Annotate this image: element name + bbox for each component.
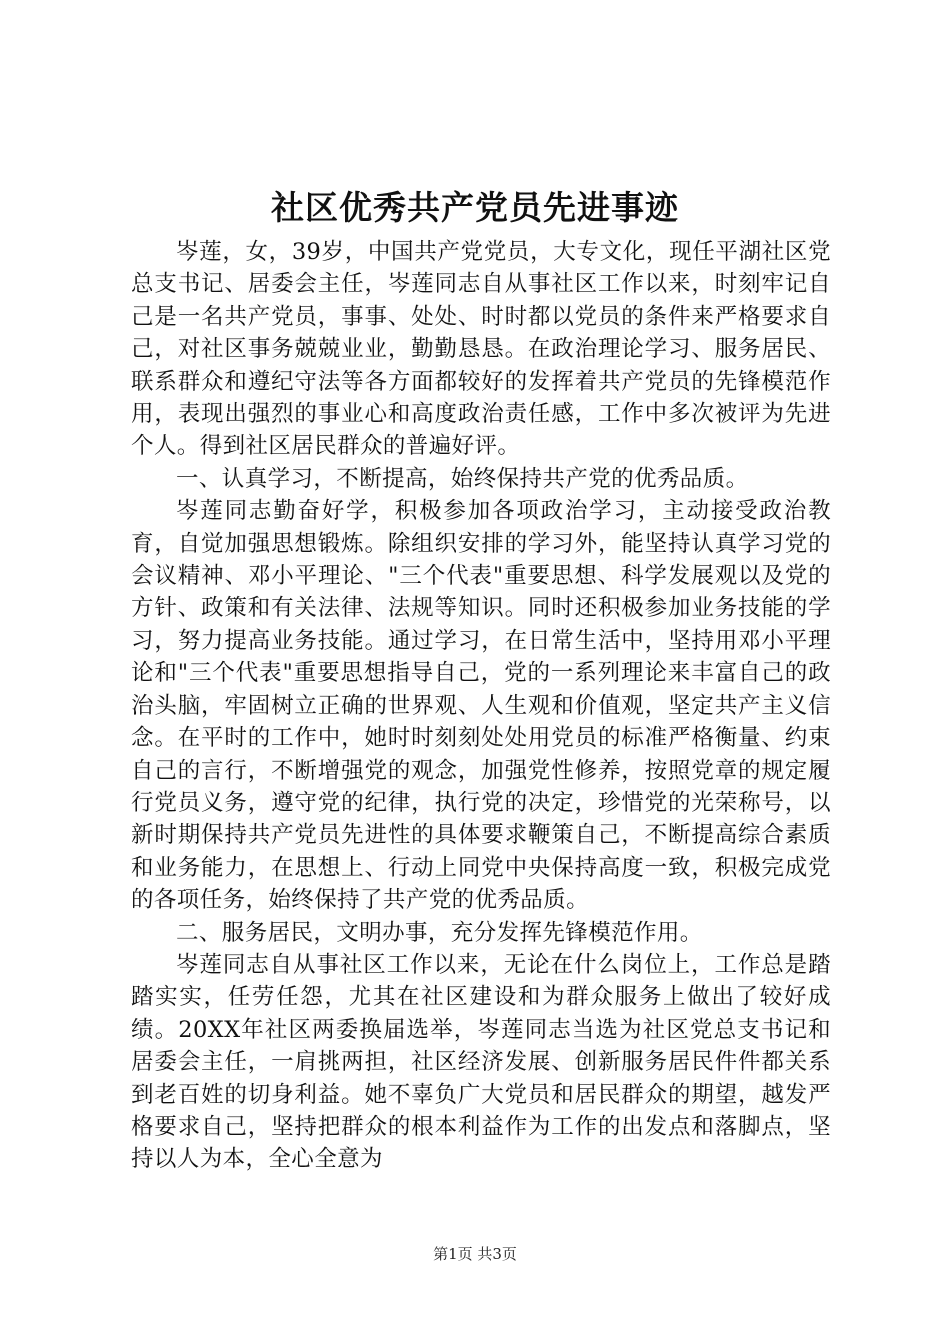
document-body: [131, 236, 831, 1176]
section-heading-2: 二、服务居民，文明办事，充分发挥先锋模范作用。: [176, 919, 703, 946]
paragraph-service: 岑莲同志自从事社区工作以来，无论在什么岗位上，工作总是踏踏实实，任劳任怨，尤其在社区建设和为群众服务上做出了较好成绩。20XX年社区两委换届选举，岑莲同志当选为社区党总支书记和居委会主任，一肩挑两担，社区经济发展、创新服务居民件件都关系到老百姓的切身利益。她不辜负广大党员和居民群众的期望，越发严格要求自己，坚持把群众的根本利益作为工作的出发点和落脚点，坚持以人为本，全心全意为: [131, 951, 831, 1173]
document-title: 社区优秀共产党员先进事迹: [271, 188, 679, 227]
paragraph-study: 岑莲同志勤奋好学，积极参加各项政治学习，主动接受政治教育，自觉加强思想锻炼。除组织安排的学习外，能坚持认真学习党的会议精神、邓小平理论、"三个代表"重要思想、科学发展观以及党的方针、政策和有关法律、法规等知识。同时还积极参加业务技能的学习，努力提高业务技能。通过学习，在日常生活中，坚持用邓小平理论和"三个代表"重要思想指导自己，党的一系列理论来丰富自己的政治头脑，牢固树立正确的世界观、人生观和价值观，坚定共产主义信念。在平时的工作中，她时时刻刻处处用党员的标准严格衡量、约束自己的言行，不断增强党的观念，加强党性修养，按照党章的规定履行党员义务，遵守党的纪律，执行党的决定，珍惜党的光荣称号，以新时期保持共产党员先进性的具体要求鞭策自己，不断提高综合素质和业务能力，在思想上、行动上同党中央保持高度一致，积极完成党的各项任务，始终保持了共产党的优秀品质。: [131, 498, 831, 914]
page-number-footer: 第1页 共3页: [433, 1245, 517, 1263]
section-heading-1: 一、认真学习，不断提高，始终保持共产党的优秀品质。: [176, 465, 749, 492]
paragraph-intro: 岑莲，女，39岁，中国共产党党员，大专文化，现任平湖社区党总支书记、居委会主任，岑莲同志自从事社区工作以来，时刻牢记自己是一名共产党员，事事、处处、时时都以党员的条件来严格要求自己，对社区事务兢兢业业，勤勤恳恳。在政治理论学习、服务居民、联系群众和遵纪守法等各方面都较好的发挥着共产党员的先锋模范作用，表现出强烈的事业心和高度政治责任感，工作中多次被评为先进个人。得到社区居民群众的普遍好评。: [131, 239, 831, 460]
